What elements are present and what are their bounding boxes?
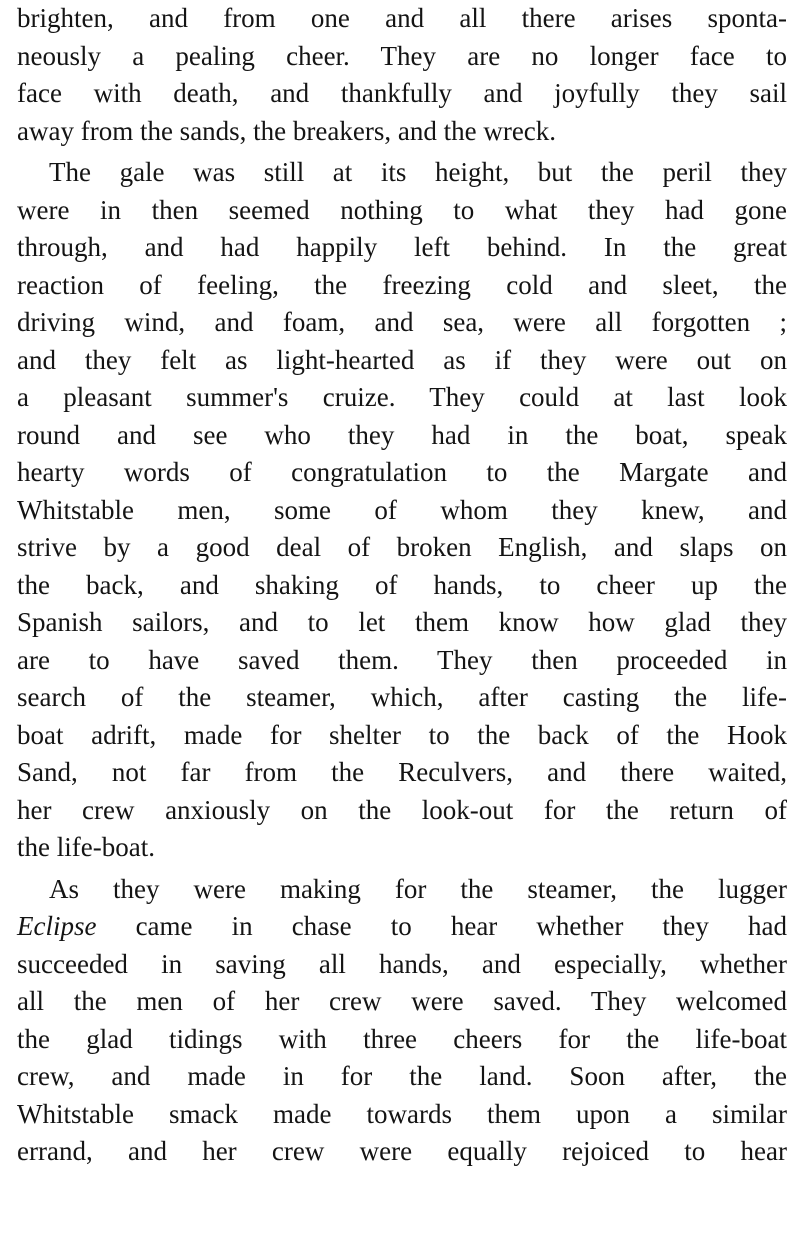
- text-line: succeeded in saving all hands, and especially, whether: [17, 948, 787, 979]
- text-line: the back, and shaking of hands, to cheer up the: [17, 569, 787, 600]
- book-page: [17, 0, 787, 1171]
- text-line: all the men of her crew were saved. They welcomed: [17, 986, 787, 1016]
- text-line: errand, and her crew were equally rejoiced to hear: [17, 1136, 787, 1166]
- text-line: are to have saved them. They then proceeded in: [17, 644, 787, 675]
- text-line: her crew anxiously on the look-out for the return of: [17, 794, 787, 825]
- text-line: boat adrift, made for shelter to the back of the Hook: [17, 719, 787, 750]
- text-line: Whitstable men, some of whom they knew, and: [17, 494, 787, 525]
- text-line: The gale was still at its height, but the peril they: [49, 157, 787, 187]
- text-line: round and see who they had in the boat, speak: [17, 419, 787, 450]
- text-line: were in then seemed nothing to what they had gone: [17, 194, 787, 225]
- ship-name-italic: Eclipse: [17, 911, 97, 941]
- text-line: the life-boat.: [17, 832, 155, 862]
- text-line: the glad tidings with three cheers for the life-boat: [17, 1023, 787, 1054]
- text-line: search of the steamer, which, after casting the life-: [17, 682, 787, 712]
- text-line: and they felt as light-hearted as if they were out on: [17, 344, 787, 375]
- paragraph-3: [17, 871, 787, 1171]
- text-line: hearty words of congratulation to the Margate and: [17, 457, 787, 487]
- text-line: reaction of feeling, the freezing cold and sleet, the: [17, 269, 787, 300]
- text-line: a pleasant summer's cruize. They could at last look: [17, 382, 787, 412]
- text-line: Sand, not far from the Reculvers, and there waited,: [17, 757, 787, 787]
- text-line: strive by a good deal of broken English, and slaps on: [17, 532, 787, 562]
- text-line: face with death, and thankfully and joyfully they sail: [17, 78, 787, 108]
- text-line: driving wind, and foam, and sea, were all forgotten ;: [17, 307, 787, 337]
- text-line: Whitstable smack made towards them upon a similar: [17, 1098, 787, 1129]
- paragraph-2: [17, 154, 787, 867]
- text-line: [17, 908, 787, 946]
- text-line: brighten, and from one and all there arises sponta-: [17, 3, 787, 33]
- text-line: away from the sands, the breakers, and the wreck.: [17, 115, 557, 146]
- text-line: crew, and made in for the land. Soon after, the: [17, 1061, 787, 1091]
- text-line: through, and had happily left behind. In the great: [17, 232, 787, 262]
- text-line: neously a pealing cheer. They are no longer face to: [17, 40, 787, 71]
- paragraph-1: [17, 0, 787, 150]
- text-line: Spanish sailors, and to let them know how glad they: [17, 607, 787, 637]
- text-line: As they were making for the steamer, the lugger: [49, 873, 787, 904]
- text-line-rest: came in chase to hear whether they had: [96, 911, 787, 941]
